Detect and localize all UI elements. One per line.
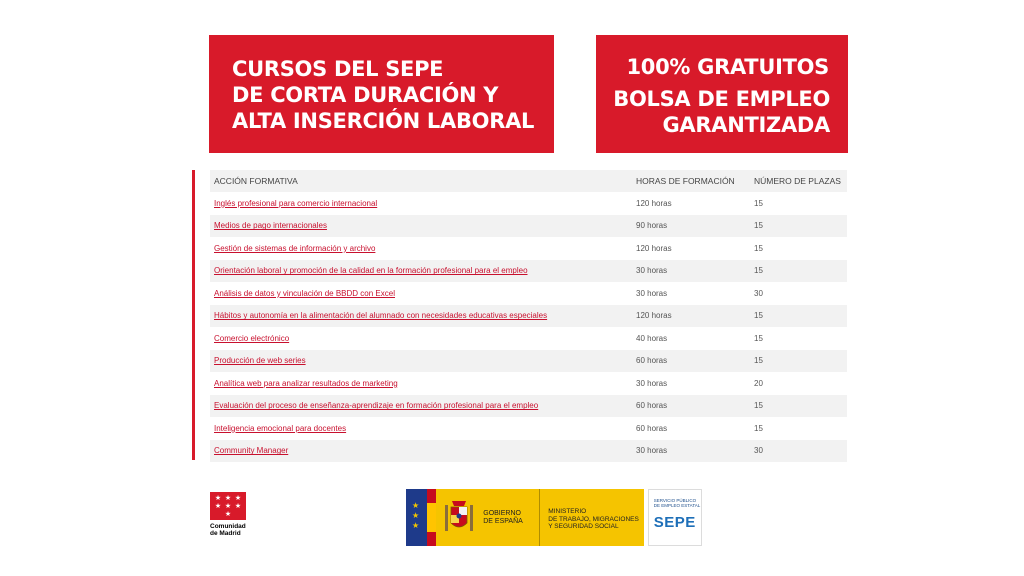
table-row <box>210 260 847 283</box>
course-link[interactable]: Hábitos y autonomía en la alimentación del alumnado con necesidades educativas especiales <box>214 311 548 321</box>
hours-cell: 60 horas <box>632 417 750 440</box>
course-link[interactable]: Gestión de sistemas de información y archivo <box>214 243 376 253</box>
header-hours: HORAS DE FORMACIÓN <box>632 170 750 192</box>
course-link[interactable]: Analítica web para analizar resultados de marketing <box>214 378 398 388</box>
comunidad-label-1: Comunidad <box>210 523 246 530</box>
hours-cell: 120 horas <box>632 305 750 328</box>
hours-cell: 40 horas <box>632 327 750 350</box>
table-row <box>210 440 847 463</box>
coat-of-arms-icon <box>442 497 476 537</box>
places-cell: 15 <box>750 350 847 373</box>
courses-table-container <box>192 170 848 460</box>
places-cell: 15 <box>750 305 847 328</box>
places-cell: 15 <box>750 237 847 260</box>
ministerio-label-2: DE TRABAJO, MIGRACIONES <box>548 515 639 523</box>
sepe-logo <box>648 489 702 546</box>
places-cell: 15 <box>750 417 847 440</box>
header-places: NÚMERO DE PLAZAS <box>750 170 847 192</box>
hours-cell: 30 horas <box>632 372 750 395</box>
headline-banner <box>209 35 554 153</box>
places-cell: 30 <box>750 282 847 305</box>
hours-cell: 60 horas <box>632 395 750 418</box>
course-link[interactable]: Comercio electrónico <box>214 333 290 343</box>
headline-line-3: ALTA INSERCIÓN LABORAL <box>232 109 535 133</box>
headline-line-2: DE CORTA DURACIÓN Y <box>232 83 499 107</box>
government-sepe-logo-strip <box>406 489 702 546</box>
ministerio-label-1: MINISTERIO <box>548 508 587 515</box>
hours-cell: 60 horas <box>632 350 750 373</box>
course-link[interactable]: Evaluación del proceso de enseñanza-aprendizaje en formación profesional para el empleo <box>214 401 539 411</box>
spain-flag-icon <box>427 489 436 546</box>
places-cell: 15 <box>750 395 847 418</box>
places-cell: 15 <box>750 327 847 350</box>
gobierno-espana-logo <box>436 489 539 546</box>
job-pool-line-2: GARANTIZADA <box>662 113 830 137</box>
free-line: 100% GRATUITOS <box>626 55 829 79</box>
hours-cell: 30 horas <box>632 440 750 463</box>
sepe-subtitle-2: DE EMPLEO ESTATAL <box>653 503 701 508</box>
gobierno-label-1: GOBIERNO <box>483 510 521 517</box>
course-link[interactable]: Community Manager <box>214 446 289 456</box>
hours-cell: 30 horas <box>632 282 750 305</box>
eu-flag-icon: ★ ★ ★ <box>406 489 427 546</box>
places-cell: 15 <box>750 215 847 238</box>
course-link[interactable]: Medios de pago internacionales <box>214 221 327 231</box>
ministerio-logo <box>539 489 643 546</box>
hours-cell: 30 horas <box>632 260 750 283</box>
table-row <box>210 372 847 395</box>
ministerio-label-3: Y SEGURIDAD SOCIAL <box>548 523 619 530</box>
job-pool-line-1: BOLSA DE EMPLEO <box>613 87 830 111</box>
table-header-row <box>210 170 847 192</box>
comunidad-madrid-logo <box>210 492 252 540</box>
free-courses-banner <box>596 35 848 153</box>
table-row <box>210 192 847 215</box>
places-cell: 15 <box>750 260 847 283</box>
hours-cell: 120 horas <box>632 237 750 260</box>
course-link[interactable]: Producción de web series <box>214 356 306 366</box>
table-row <box>210 282 847 305</box>
course-link[interactable]: Análisis de datos y vinculación de BBDD con Excel <box>214 288 395 298</box>
places-cell: 15 <box>750 192 847 215</box>
hours-cell: 120 horas <box>632 192 750 215</box>
hours-cell: 90 horas <box>632 215 750 238</box>
table-row <box>210 237 847 260</box>
table-row <box>210 327 847 350</box>
comunidad-label-2: de Madrid <box>210 530 241 537</box>
course-link[interactable]: Orientación laboral y promoción de la calidad en la formación profesional para el empleo <box>214 266 528 276</box>
places-cell: 30 <box>750 440 847 463</box>
sepe-wordmark: SEPE <box>653 514 696 531</box>
sepe-subtitle-1: SERVICIO PÚBLICO <box>653 498 697 503</box>
headline-line-1: CURSOS DEL SEPE <box>232 57 444 81</box>
places-cell: 20 <box>750 372 847 395</box>
gobierno-label-2: DE ESPAÑA <box>483 518 523 525</box>
madrid-flag-icon: ★ ★ ★ ★ ★ ★ ★ <box>210 492 246 520</box>
courses-table <box>210 170 847 462</box>
header-course: ACCIÓN FORMATIVA <box>210 170 632 192</box>
table-row <box>210 417 847 440</box>
course-link[interactable]: Inteligencia emocional para docentes <box>214 423 347 433</box>
course-link[interactable]: Inglés profesional para comercio internacional <box>214 198 378 208</box>
table-row <box>210 395 847 418</box>
table-row <box>210 305 847 328</box>
table-row <box>210 350 847 373</box>
table-row <box>210 215 847 238</box>
